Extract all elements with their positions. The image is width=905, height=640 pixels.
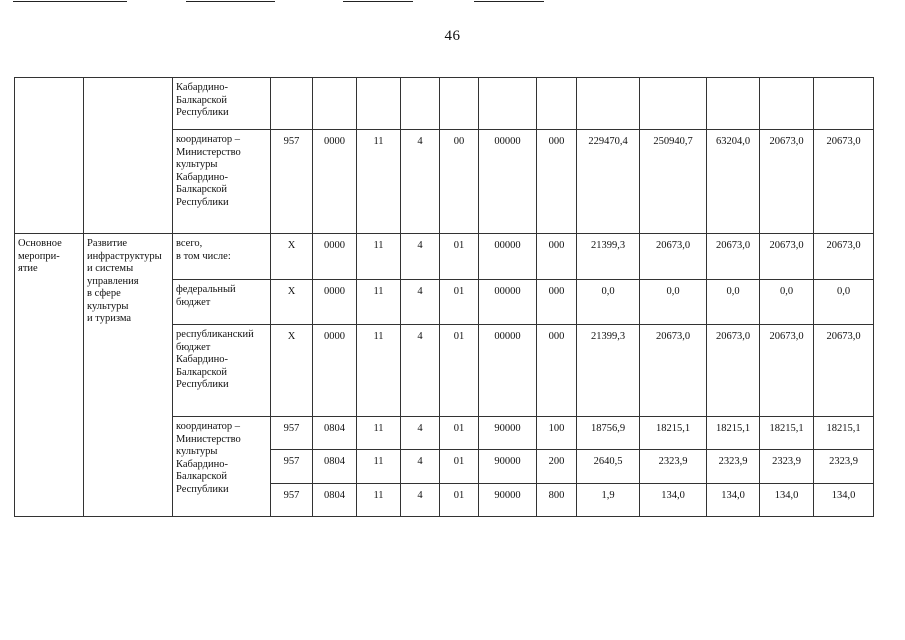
header-rule — [474, 1, 544, 2]
value-cell — [640, 78, 707, 130]
value-cell: 18215,1 — [760, 417, 814, 450]
value-cell — [577, 78, 640, 130]
vr-cell: 000 — [537, 280, 577, 325]
responsible-cell: республиканский бюджет Кабардино- Балкарской Республики — [173, 325, 271, 417]
subprogram-cell — [84, 78, 173, 234]
vr-cell: 000 — [537, 234, 577, 280]
vr-cell — [537, 78, 577, 130]
value-cell: 20673,0 — [814, 234, 874, 280]
value-cell: 0,0 — [760, 280, 814, 325]
value-cell: 134,0 — [707, 484, 760, 517]
vr-cell: 200 — [537, 450, 577, 484]
event-code-cell — [440, 78, 479, 130]
direction-code-cell: 90000 — [479, 484, 537, 517]
budget-table — [14, 77, 874, 517]
value-cell: 134,0 — [640, 484, 707, 517]
table-row — [15, 234, 874, 280]
subprogram-cell: Развитие инфраструктуры и системы управления в сфере культуры и туризма — [84, 234, 173, 517]
direction-code-cell: 00000 — [479, 280, 537, 325]
value-cell: 0,0 — [640, 280, 707, 325]
value-cell: 20673,0 — [640, 234, 707, 280]
rzpr-cell: 0000 — [313, 325, 357, 417]
rzpr-cell: 0804 — [313, 450, 357, 484]
value-cell: 20673,0 — [814, 130, 874, 234]
value-cell: 20673,0 — [707, 325, 760, 417]
event-code-cell: 00 — [440, 130, 479, 234]
value-cell: 20673,0 — [760, 325, 814, 417]
rzpr-cell: 0000 — [313, 130, 357, 234]
table-row — [15, 78, 874, 130]
program-cell: 11 — [357, 325, 401, 417]
rzpr-cell: 0804 — [313, 484, 357, 517]
grbs-cell: Х — [271, 280, 313, 325]
value-cell: 20673,0 — [760, 234, 814, 280]
value-cell: 2323,9 — [814, 450, 874, 484]
value-cell: 21399,3 — [577, 325, 640, 417]
program-cell: 11 — [357, 484, 401, 517]
value-cell: 229470,4 — [577, 130, 640, 234]
responsible-cell: Кабардино- Балкарской Республики — [173, 78, 271, 130]
direction-code-cell — [479, 78, 537, 130]
direction-code-cell: 00000 — [479, 325, 537, 417]
event-code-cell: 01 — [440, 325, 479, 417]
vr-cell: 100 — [537, 417, 577, 450]
subprogram-code-cell: 4 — [401, 280, 440, 325]
program-cell: 11 — [357, 130, 401, 234]
program-cell: 11 — [357, 417, 401, 450]
grbs-cell: 957 — [271, 450, 313, 484]
direction-code-cell: 00000 — [479, 234, 537, 280]
grbs-cell: Х — [271, 325, 313, 417]
grbs-cell — [271, 78, 313, 130]
grbs-cell: Х — [271, 234, 313, 280]
name-cell — [15, 78, 84, 234]
value-cell: 21399,3 — [577, 234, 640, 280]
value-cell: 2323,9 — [640, 450, 707, 484]
rzpr-cell: 0000 — [313, 280, 357, 325]
value-cell: 20673,0 — [814, 325, 874, 417]
header-rule — [13, 1, 127, 2]
grbs-cell: 957 — [271, 484, 313, 517]
direction-code-cell: 90000 — [479, 450, 537, 484]
value-cell: 20673,0 — [760, 130, 814, 234]
value-cell: 134,0 — [814, 484, 874, 517]
subprogram-code-cell: 4 — [401, 325, 440, 417]
value-cell: 18215,1 — [707, 417, 760, 450]
subprogram-code-cell: 4 — [401, 484, 440, 517]
value-cell: 18756,9 — [577, 417, 640, 450]
event-code-cell: 01 — [440, 280, 479, 325]
name-cell: Основное меропри- ятие — [15, 234, 84, 517]
subprogram-code-cell: 4 — [401, 130, 440, 234]
rzpr-cell — [313, 78, 357, 130]
value-cell: 2323,9 — [760, 450, 814, 484]
value-cell: 20673,0 — [640, 325, 707, 417]
value-cell: 63204,0 — [707, 130, 760, 234]
responsible-cell: координатор – Министерство культуры Кабардино- Балкарской Республики — [173, 417, 271, 517]
vr-cell: 000 — [537, 325, 577, 417]
header-rule — [186, 1, 275, 2]
value-cell: 20673,0 — [707, 234, 760, 280]
subprogram-code-cell — [401, 78, 440, 130]
event-code-cell: 01 — [440, 417, 479, 450]
value-cell — [760, 78, 814, 130]
value-cell: 134,0 — [760, 484, 814, 517]
value-cell — [814, 78, 874, 130]
value-cell: 18215,1 — [640, 417, 707, 450]
responsible-cell: федеральный бюджет — [173, 280, 271, 325]
subprogram-code-cell: 4 — [401, 234, 440, 280]
value-cell: 1,9 — [577, 484, 640, 517]
program-cell: 11 — [357, 234, 401, 280]
rzpr-cell: 0000 — [313, 234, 357, 280]
program-cell — [357, 78, 401, 130]
header-rule — [343, 1, 413, 2]
value-cell: 250940,7 — [640, 130, 707, 234]
rzpr-cell: 0804 — [313, 417, 357, 450]
responsible-cell: всего, в том числе: — [173, 234, 271, 280]
vr-cell: 800 — [537, 484, 577, 517]
subprogram-code-cell: 4 — [401, 417, 440, 450]
value-cell: 2323,9 — [707, 450, 760, 484]
event-code-cell: 01 — [440, 450, 479, 484]
value-cell: 2640,5 — [577, 450, 640, 484]
program-cell: 11 — [357, 280, 401, 325]
value-cell: 0,0 — [577, 280, 640, 325]
page-number: 46 — [444, 28, 461, 44]
vr-cell: 000 — [537, 130, 577, 234]
value-cell: 0,0 — [707, 280, 760, 325]
value-cell — [707, 78, 760, 130]
value-cell: 0,0 — [814, 280, 874, 325]
program-cell: 11 — [357, 450, 401, 484]
subprogram-code-cell: 4 — [401, 450, 440, 484]
grbs-cell: 957 — [271, 417, 313, 450]
direction-code-cell: 00000 — [479, 130, 537, 234]
grbs-cell: 957 — [271, 130, 313, 234]
responsible-cell: координатор – Министерство культуры Кабардино- Балкарской Республики — [173, 130, 271, 234]
direction-code-cell: 90000 — [479, 417, 537, 450]
event-code-cell: 01 — [440, 234, 479, 280]
value-cell: 18215,1 — [814, 417, 874, 450]
event-code-cell: 01 — [440, 484, 479, 517]
